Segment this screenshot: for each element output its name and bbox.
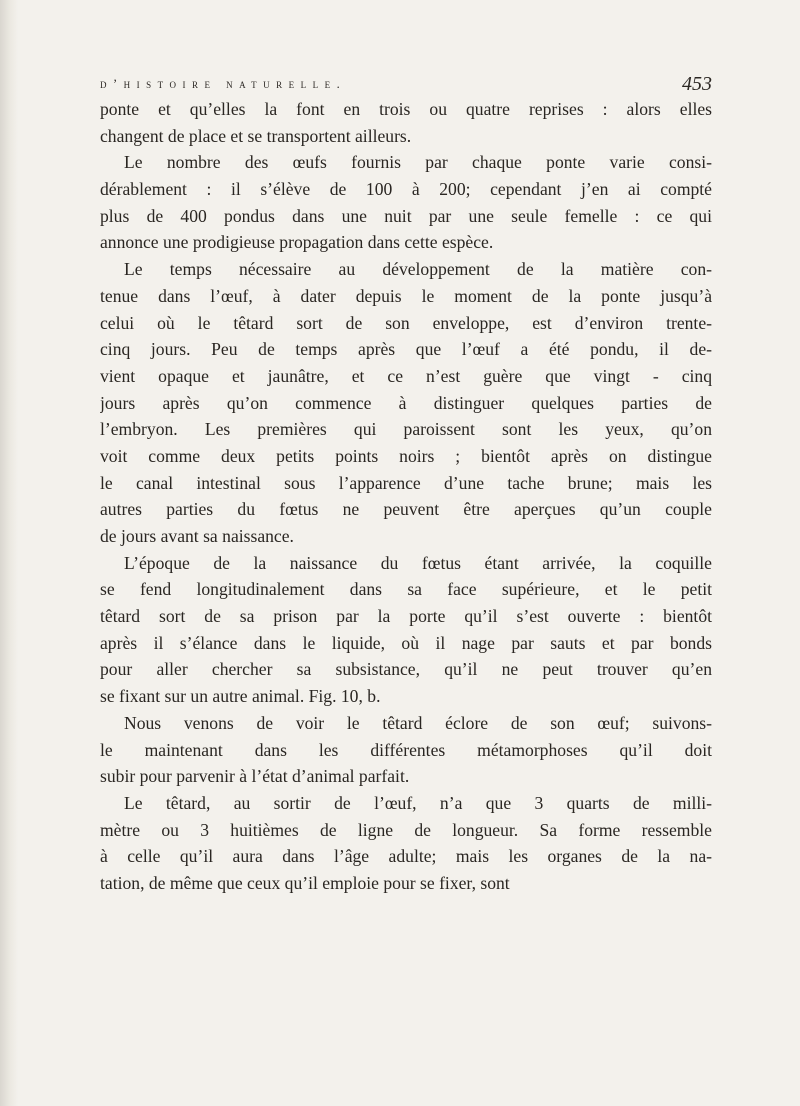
paragraph (100, 550, 712, 710)
text-line: annonce une prodigieuse propagation dans cette espèce. (100, 232, 494, 253)
text-line: ponte et qu’elles la font en trois ou quatre reprises : alors elles (100, 99, 712, 119)
text-line: l’embryon. Les premières qui paroissent sont les yeux, qu’on (100, 419, 712, 440)
text-line: pour aller chercher sa subsistance, qu’il ne peut trouver qu’en (100, 659, 712, 680)
paragraph (100, 149, 712, 256)
text-line: vient opaque et jaunâtre, et ce n’est guère que vingt - cinq (100, 365, 712, 386)
text-line: se fend longitudinalement dans sa face supérieure, et le petit (100, 579, 712, 600)
text-line: voit comme deux petits points noirs ; bientôt après on distingue (100, 445, 712, 466)
text-line: Le têtard, au sortir de l’œuf, n’a que 3 quarts de milli- (124, 792, 712, 813)
text-line: Le nombre des œufs fournis par chaque ponte varie consi- (124, 152, 712, 173)
text-line: changent de place et se transportent ailleurs. (100, 125, 412, 146)
page-number: 453 (682, 73, 712, 95)
text-line: le canal intestinal sous l’apparence d’une tache brune; mais les (100, 472, 712, 493)
text-line: têtard sort de sa prison par la porte qu’il s’est ouverte : bientôt (100, 606, 712, 627)
text-line: à celle qu’il aura dans l’âge adulte; mais les organes de la na- (100, 846, 712, 867)
paragraph (100, 790, 712, 897)
page-gutter-shadow (0, 0, 18, 1106)
paragraph (100, 96, 712, 149)
text-line: tation, de même que ceux qu’il emploie pour se fixer, sont (100, 872, 510, 893)
text-line: L’époque de la naissance du fœtus étant arrivée, la coquille (124, 552, 712, 573)
body-text (100, 96, 712, 897)
text-line: dérablement : il s’élève de 100 à 200; cependant j’en ai compté (100, 179, 712, 200)
text-line: tenue dans l’œuf, à dater depuis le moment de la ponte jusqu’à (100, 285, 712, 306)
text-line: Nous venons de voir le têtard éclore de son œuf; suivons- (124, 712, 712, 733)
text-line: autres parties du fœtus ne peuvent être aperçues qu’un couple (100, 499, 712, 520)
text-line: de jours avant sa naissance. (100, 526, 294, 546)
text-line: se fixant sur un autre animal. Fig. 10, b. (100, 686, 381, 707)
text-line: subir pour parvenir à l’état d’animal parfait. (100, 766, 410, 787)
text-line: plus de 400 pondus dans une nuit par une seule femelle : ce qui (100, 205, 712, 226)
text-line: après il s’élance dans le liquide, où il nage par sauts et par bonds (100, 632, 712, 653)
text-line: le maintenant dans les différentes métamorphoses qu’il doit (100, 739, 712, 760)
text-line: mètre ou 3 huitièmes de ligne de longueur. Sa forme ressemble (100, 819, 712, 840)
text-line: celui où le têtard sort de son enveloppe, est d’environ trente- (100, 312, 712, 333)
text-line: cinq jours. Peu de temps après que l’œuf a été pondu, il de- (100, 339, 712, 360)
page-header (100, 72, 712, 96)
text-line: Le temps nécessaire au développement de la matière con- (124, 259, 712, 280)
text-line: jours après qu’on commence à distinguer quelques parties de (100, 392, 712, 413)
running-head: d’histoire naturelle. (100, 77, 347, 91)
paragraph (100, 710, 712, 790)
paragraph (100, 256, 712, 550)
